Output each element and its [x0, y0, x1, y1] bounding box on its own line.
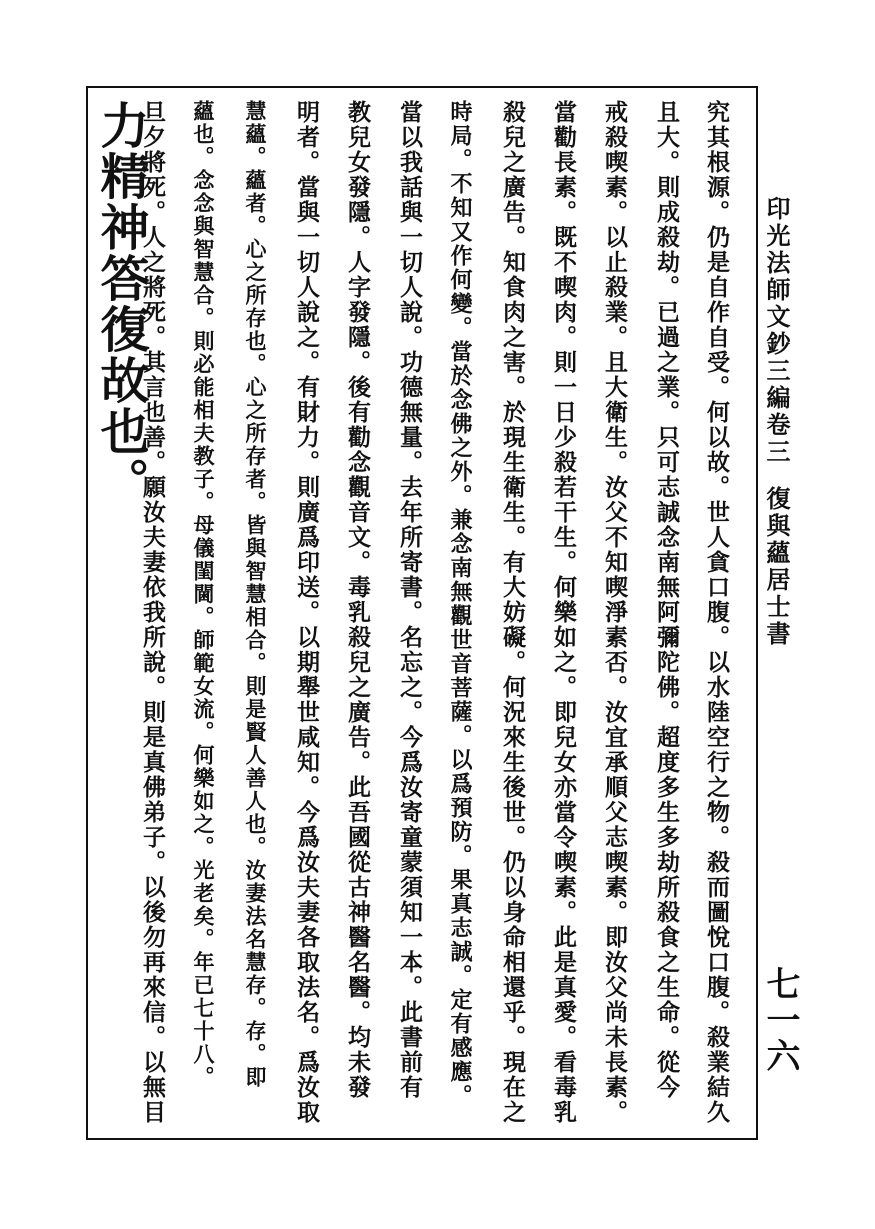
text-column: 慧蘊。蘊者。心之所存也。心之所存者。皆與智慧相合。則是賢人善人也。汝妻法名慧存。存。即: [243, 100, 268, 1089]
text-column: 殺兒之廣告。知食肉之害。於現生衛生。有大妨礙。何況來生後世。仍以身命相還乎。現在之: [499, 100, 526, 1125]
text-column: 當勸長素。既不喫肉。則一日少殺若干生。何樂如之。即兒女亦當令喫素。此是真愛。看毒乳: [550, 100, 577, 1125]
text-column: 教兒女發隱。人字發隱。後有勸念觀音文。毒乳殺兒之廣告。此吾國從古神醫名醫。均未發: [344, 100, 371, 1100]
book-title: 印光法師文鈔三編卷三: [762, 196, 791, 466]
text-column: 戒殺喫素。以止殺業。且大衛生。汝父不知喫淨素否。汝宜承順父志喫素。即汝父尚未長素。: [601, 100, 628, 1125]
text-column: 蘊也。念念與智慧合。則必能相夫教子。母儀閨閫。師範女流。何樂如之。光老矣。年已七十八。: [191, 100, 216, 1089]
chapter-title: 復與蘊居士書: [762, 486, 791, 648]
text-column: 究其根源。仍是自作自受。何以故。世人貪口腹。以水陸空行之物。殺而圖悅口腹。殺業結久: [703, 100, 730, 1125]
page-number: 七一六: [760, 966, 800, 1074]
text-column: 時局。不知又作何變。當於念佛之外。兼念南無觀世音菩薩。以爲預防。果真志誠。定有感應。: [447, 100, 473, 1108]
text-column: 且大。則成殺劫。已過之業。只可志誠念南無阿彌陀佛。超度多生多劫所殺食之生命。從今: [653, 100, 680, 1100]
text-column: 旦夕將死。人之將死。其言也善。願汝夫妻依我所說。則是真佛弟子。以後勿再來信。以無目: [139, 100, 166, 1125]
text-column: 明者。當與一切人說之。有財力。則廣爲印送。以期舉世咸知。今爲汝夫妻各取法名。爲汝取: [293, 100, 320, 1125]
text-column: 力精神答復故也。: [93, 100, 151, 508]
text-column: 當以我話與一切人說。功德無量。去年所寄書。名忘之。今爲汝寄童蒙須知一本。此書前有: [396, 100, 423, 1100]
